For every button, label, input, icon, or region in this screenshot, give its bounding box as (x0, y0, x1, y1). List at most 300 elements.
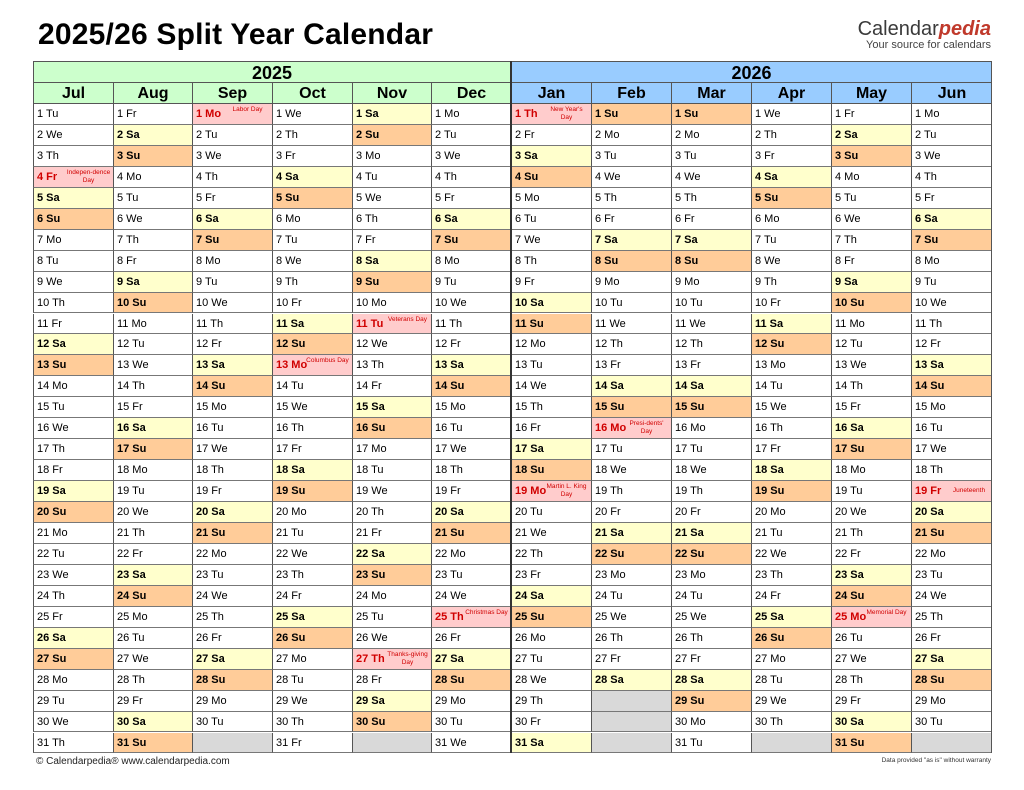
day-cell[interactable] (33, 628, 113, 649)
day-cell[interactable] (911, 439, 992, 460)
day-cell[interactable] (591, 146, 671, 167)
day-cell[interactable] (671, 586, 751, 607)
day-cell[interactable] (272, 712, 352, 733)
day-cell[interactable] (831, 712, 911, 733)
day-cell[interactable] (911, 649, 992, 670)
day-cell[interactable] (192, 670, 272, 691)
day-cell[interactable] (192, 251, 272, 272)
day-cell[interactable] (511, 523, 591, 544)
day-cell[interactable] (113, 334, 192, 355)
day-cell[interactable] (751, 146, 831, 167)
day-cell[interactable] (352, 544, 431, 565)
day-cell[interactable] (192, 712, 272, 733)
day-cell[interactable] (192, 314, 272, 335)
day-cell[interactable] (831, 544, 911, 565)
day-cell[interactable] (33, 607, 113, 628)
day-cell[interactable] (591, 167, 671, 188)
day-cell[interactable] (352, 607, 431, 628)
day-cell[interactable] (511, 188, 591, 209)
day-cell[interactable] (671, 670, 751, 691)
day-cell[interactable] (751, 523, 831, 544)
day-cell[interactable] (113, 397, 192, 418)
day-cell[interactable] (671, 439, 751, 460)
day-cell[interactable] (192, 628, 272, 649)
day-cell[interactable] (591, 418, 671, 439)
day-cell[interactable] (671, 418, 751, 439)
day-cell[interactable] (911, 334, 992, 355)
day-cell[interactable] (113, 691, 192, 712)
day-cell[interactable] (591, 251, 671, 272)
day-cell[interactable] (33, 460, 113, 481)
day-cell[interactable] (671, 314, 751, 335)
day-cell[interactable] (272, 104, 352, 125)
day-cell[interactable] (272, 146, 352, 167)
day-cell[interactable] (511, 607, 591, 628)
day-cell[interactable] (591, 125, 671, 146)
day-cell[interactable] (113, 460, 192, 481)
day-cell[interactable] (591, 334, 671, 355)
day-cell[interactable] (33, 146, 113, 167)
day-cell[interactable] (113, 523, 192, 544)
day-cell[interactable] (831, 188, 911, 209)
day-cell[interactable] (431, 418, 511, 439)
day-cell[interactable] (272, 209, 352, 230)
day-cell[interactable] (671, 691, 751, 712)
day-cell[interactable] (511, 272, 591, 293)
day-cell[interactable] (431, 167, 511, 188)
day-cell[interactable] (352, 523, 431, 544)
day-cell[interactable] (431, 460, 511, 481)
day-cell[interactable] (831, 649, 911, 670)
day-cell[interactable] (831, 397, 911, 418)
day-cell[interactable] (352, 272, 431, 293)
day-cell[interactable] (751, 670, 831, 691)
day-cell[interactable] (911, 670, 992, 691)
day-cell[interactable] (751, 188, 831, 209)
day-cell[interactable] (831, 502, 911, 523)
day-cell[interactable] (831, 167, 911, 188)
day-cell[interactable] (272, 628, 352, 649)
day-cell[interactable] (272, 188, 352, 209)
day-cell[interactable] (431, 481, 511, 502)
day-cell[interactable] (431, 544, 511, 565)
day-cell[interactable] (831, 481, 911, 502)
day-cell[interactable] (511, 146, 591, 167)
day-cell[interactable] (431, 376, 511, 397)
day-cell[interactable] (831, 523, 911, 544)
day-cell[interactable] (352, 167, 431, 188)
day-cell[interactable] (33, 544, 113, 565)
day-cell[interactable] (751, 649, 831, 670)
day-cell[interactable] (671, 209, 751, 230)
day-cell[interactable] (33, 439, 113, 460)
day-cell[interactable] (113, 209, 192, 230)
day-cell[interactable] (352, 209, 431, 230)
day-cell[interactable] (831, 460, 911, 481)
day-cell[interactable] (272, 649, 352, 670)
day-cell[interactable] (113, 251, 192, 272)
day-cell[interactable] (113, 314, 192, 335)
day-cell[interactable] (591, 670, 671, 691)
day-cell[interactable] (911, 502, 992, 523)
day-cell[interactable] (591, 188, 671, 209)
day-cell[interactable] (352, 188, 431, 209)
day-cell[interactable] (511, 691, 591, 712)
day-cell[interactable] (751, 314, 831, 335)
day-cell[interactable] (113, 649, 192, 670)
day-cell[interactable] (431, 334, 511, 355)
day-cell[interactable] (431, 188, 511, 209)
day-cell[interactable] (33, 397, 113, 418)
day-cell[interactable] (751, 418, 831, 439)
day-cell[interactable] (192, 544, 272, 565)
day-cell[interactable] (33, 502, 113, 523)
day-cell[interactable] (831, 691, 911, 712)
day-cell[interactable] (113, 544, 192, 565)
day-cell[interactable] (511, 167, 591, 188)
day-cell[interactable] (751, 397, 831, 418)
day-cell[interactable] (431, 314, 511, 335)
day-cell[interactable] (831, 418, 911, 439)
day-cell[interactable] (431, 272, 511, 293)
day-cell[interactable] (671, 251, 751, 272)
day-cell[interactable] (671, 397, 751, 418)
day-cell[interactable] (751, 565, 831, 586)
day-cell[interactable] (113, 439, 192, 460)
day-cell[interactable] (113, 733, 192, 754)
day-cell[interactable] (272, 376, 352, 397)
day-cell[interactable] (911, 146, 992, 167)
day-cell[interactable] (751, 460, 831, 481)
day-cell[interactable] (671, 334, 751, 355)
day-cell[interactable] (671, 565, 751, 586)
day-cell[interactable] (192, 167, 272, 188)
day-cell[interactable] (352, 104, 431, 125)
day-cell[interactable] (431, 523, 511, 544)
day-cell[interactable] (831, 733, 911, 754)
day-cell[interactable] (511, 439, 591, 460)
day-cell[interactable] (671, 544, 751, 565)
day-cell[interactable] (192, 125, 272, 146)
day-cell[interactable] (272, 314, 352, 335)
day-cell[interactable] (511, 460, 591, 481)
day-cell[interactable] (352, 586, 431, 607)
day-cell[interactable] (192, 355, 272, 376)
day-cell[interactable] (751, 502, 831, 523)
day-cell[interactable] (113, 628, 192, 649)
day-cell[interactable] (431, 733, 511, 754)
day-cell[interactable] (272, 544, 352, 565)
day-cell[interactable] (272, 565, 352, 586)
day-cell[interactable] (33, 691, 113, 712)
day-cell[interactable] (192, 397, 272, 418)
day-cell[interactable] (33, 230, 113, 251)
day-cell[interactable] (751, 481, 831, 502)
day-cell[interactable] (352, 712, 431, 733)
day-cell[interactable] (352, 397, 431, 418)
day-cell[interactable] (671, 272, 751, 293)
day-cell[interactable] (671, 125, 751, 146)
day-cell[interactable] (831, 376, 911, 397)
day-cell[interactable] (113, 565, 192, 586)
day-cell[interactable] (192, 334, 272, 355)
day-cell[interactable] (511, 586, 591, 607)
day-cell[interactable] (431, 230, 511, 251)
day-cell[interactable] (911, 628, 992, 649)
day-cell[interactable] (192, 607, 272, 628)
day-cell[interactable] (911, 691, 992, 712)
day-cell[interactable] (192, 230, 272, 251)
day-cell[interactable] (751, 355, 831, 376)
day-cell[interactable] (751, 712, 831, 733)
day-cell[interactable] (911, 544, 992, 565)
day-cell[interactable] (352, 230, 431, 251)
day-cell[interactable] (431, 104, 511, 125)
day-cell[interactable] (511, 418, 591, 439)
day-cell[interactable] (33, 670, 113, 691)
day-cell[interactable] (431, 209, 511, 230)
day-cell[interactable] (511, 293, 591, 314)
day-cell[interactable] (911, 460, 992, 481)
day-cell[interactable] (831, 439, 911, 460)
day-cell[interactable] (671, 607, 751, 628)
day-cell[interactable] (192, 649, 272, 670)
day-cell[interactable] (192, 209, 272, 230)
day-cell[interactable] (431, 125, 511, 146)
day-cell[interactable] (431, 607, 511, 628)
brand-logo[interactable] (858, 19, 991, 51)
day-cell[interactable] (192, 439, 272, 460)
day-cell[interactable] (113, 230, 192, 251)
day-cell[interactable] (33, 209, 113, 230)
day-cell[interactable] (671, 293, 751, 314)
day-cell[interactable] (671, 167, 751, 188)
day-cell[interactable] (671, 712, 751, 733)
day-cell[interactable] (831, 251, 911, 272)
day-cell[interactable] (431, 628, 511, 649)
day-cell[interactable] (591, 460, 671, 481)
day-cell[interactable] (431, 439, 511, 460)
day-cell[interactable] (272, 334, 352, 355)
day-cell[interactable] (33, 355, 113, 376)
day-cell[interactable] (431, 293, 511, 314)
day-cell[interactable] (751, 293, 831, 314)
day-cell[interactable] (591, 565, 671, 586)
day-cell[interactable] (272, 733, 352, 754)
day-cell[interactable] (751, 125, 831, 146)
day-cell[interactable] (911, 209, 992, 230)
day-cell[interactable] (671, 146, 751, 167)
day-cell[interactable] (272, 397, 352, 418)
day-cell[interactable] (911, 251, 992, 272)
day-cell[interactable] (511, 251, 591, 272)
day-cell[interactable] (272, 418, 352, 439)
day-cell[interactable] (352, 334, 431, 355)
day-cell[interactable] (272, 670, 352, 691)
day-cell[interactable] (192, 523, 272, 544)
day-cell[interactable] (911, 230, 992, 251)
day-cell[interactable] (192, 460, 272, 481)
day-cell[interactable] (591, 104, 671, 125)
day-cell[interactable] (192, 104, 272, 125)
day-cell[interactable] (113, 670, 192, 691)
day-cell[interactable] (911, 565, 992, 586)
day-cell[interactable] (671, 188, 751, 209)
day-cell[interactable] (591, 628, 671, 649)
day-cell[interactable] (352, 314, 431, 335)
day-cell[interactable] (511, 733, 591, 754)
day-cell[interactable] (911, 481, 992, 502)
day-cell[interactable] (352, 649, 431, 670)
day-cell[interactable] (113, 481, 192, 502)
day-cell[interactable] (511, 670, 591, 691)
day-cell[interactable] (831, 670, 911, 691)
day-cell[interactable] (113, 272, 192, 293)
day-cell[interactable] (591, 439, 671, 460)
day-cell[interactable] (671, 460, 751, 481)
day-cell[interactable] (113, 376, 192, 397)
day-cell[interactable] (591, 481, 671, 502)
day-cell[interactable] (272, 439, 352, 460)
day-cell[interactable] (431, 649, 511, 670)
day-cell[interactable] (591, 397, 671, 418)
day-cell[interactable] (671, 230, 751, 251)
day-cell[interactable] (911, 293, 992, 314)
day-cell[interactable] (113, 418, 192, 439)
day-cell[interactable] (192, 293, 272, 314)
day-cell[interactable] (751, 104, 831, 125)
day-cell[interactable] (911, 586, 992, 607)
day-cell[interactable] (511, 355, 591, 376)
day-cell[interactable] (591, 272, 671, 293)
day-cell[interactable] (352, 481, 431, 502)
day-cell[interactable] (511, 544, 591, 565)
day-cell[interactable] (831, 146, 911, 167)
day-cell[interactable] (511, 502, 591, 523)
day-cell[interactable] (192, 691, 272, 712)
day-cell[interactable] (591, 355, 671, 376)
day-cell[interactable] (671, 628, 751, 649)
day-cell[interactable] (511, 334, 591, 355)
day-cell[interactable] (671, 649, 751, 670)
day-cell[interactable] (272, 230, 352, 251)
day-cell[interactable] (33, 586, 113, 607)
day-cell[interactable] (113, 146, 192, 167)
day-cell[interactable] (511, 314, 591, 335)
day-cell[interactable] (591, 586, 671, 607)
day-cell[interactable] (33, 481, 113, 502)
day-cell[interactable] (511, 712, 591, 733)
day-cell[interactable] (352, 355, 431, 376)
day-cell[interactable] (911, 523, 992, 544)
day-cell[interactable] (751, 334, 831, 355)
day-cell[interactable] (113, 712, 192, 733)
day-cell[interactable] (831, 230, 911, 251)
day-cell[interactable] (671, 523, 751, 544)
day-cell[interactable] (831, 355, 911, 376)
day-cell[interactable] (831, 293, 911, 314)
day-cell[interactable] (272, 460, 352, 481)
day-cell[interactable] (511, 565, 591, 586)
day-cell[interactable] (272, 355, 352, 376)
day-cell[interactable] (431, 397, 511, 418)
day-cell[interactable] (591, 376, 671, 397)
day-cell[interactable] (33, 418, 113, 439)
day-cell[interactable] (671, 733, 751, 754)
day-cell[interactable] (192, 188, 272, 209)
day-cell[interactable] (272, 502, 352, 523)
day-cell[interactable] (911, 104, 992, 125)
day-cell[interactable] (751, 272, 831, 293)
day-cell[interactable] (33, 334, 113, 355)
day-cell[interactable] (591, 230, 671, 251)
day-cell[interactable] (671, 355, 751, 376)
day-cell[interactable] (33, 314, 113, 335)
day-cell[interactable] (352, 502, 431, 523)
day-cell[interactable] (272, 293, 352, 314)
day-cell[interactable] (33, 565, 113, 586)
day-cell[interactable] (911, 314, 992, 335)
day-cell[interactable] (431, 586, 511, 607)
day-cell[interactable] (911, 418, 992, 439)
day-cell[interactable] (352, 293, 431, 314)
day-cell[interactable] (272, 167, 352, 188)
day-cell[interactable] (272, 272, 352, 293)
day-cell[interactable] (591, 649, 671, 670)
day-cell[interactable] (431, 146, 511, 167)
day-cell[interactable] (911, 607, 992, 628)
day-cell[interactable] (831, 586, 911, 607)
day-cell[interactable] (751, 209, 831, 230)
day-cell[interactable] (352, 376, 431, 397)
day-cell[interactable] (431, 670, 511, 691)
day-cell[interactable] (911, 188, 992, 209)
day-cell[interactable] (591, 502, 671, 523)
day-cell[interactable] (272, 251, 352, 272)
day-cell[interactable] (33, 251, 113, 272)
day-cell[interactable] (831, 607, 911, 628)
day-cell[interactable] (33, 167, 113, 188)
day-cell[interactable] (33, 125, 113, 146)
day-cell[interactable] (352, 691, 431, 712)
day-cell[interactable] (591, 293, 671, 314)
day-cell[interactable] (591, 209, 671, 230)
day-cell[interactable] (33, 712, 113, 733)
day-cell[interactable] (352, 565, 431, 586)
day-cell[interactable] (511, 376, 591, 397)
day-cell[interactable] (831, 628, 911, 649)
day-cell[interactable] (511, 649, 591, 670)
day-cell[interactable] (911, 167, 992, 188)
day-cell[interactable] (911, 712, 992, 733)
day-cell[interactable] (272, 607, 352, 628)
day-cell[interactable] (431, 502, 511, 523)
day-cell[interactable] (591, 314, 671, 335)
day-cell[interactable] (33, 649, 113, 670)
day-cell[interactable] (352, 418, 431, 439)
day-cell[interactable] (511, 230, 591, 251)
day-cell[interactable] (352, 628, 431, 649)
day-cell[interactable] (33, 104, 113, 125)
day-cell[interactable] (33, 523, 113, 544)
day-cell[interactable] (911, 397, 992, 418)
day-cell[interactable] (751, 628, 831, 649)
day-cell[interactable] (192, 586, 272, 607)
day-cell[interactable] (831, 209, 911, 230)
day-cell[interactable] (431, 691, 511, 712)
day-cell[interactable] (751, 167, 831, 188)
day-cell[interactable] (591, 523, 671, 544)
